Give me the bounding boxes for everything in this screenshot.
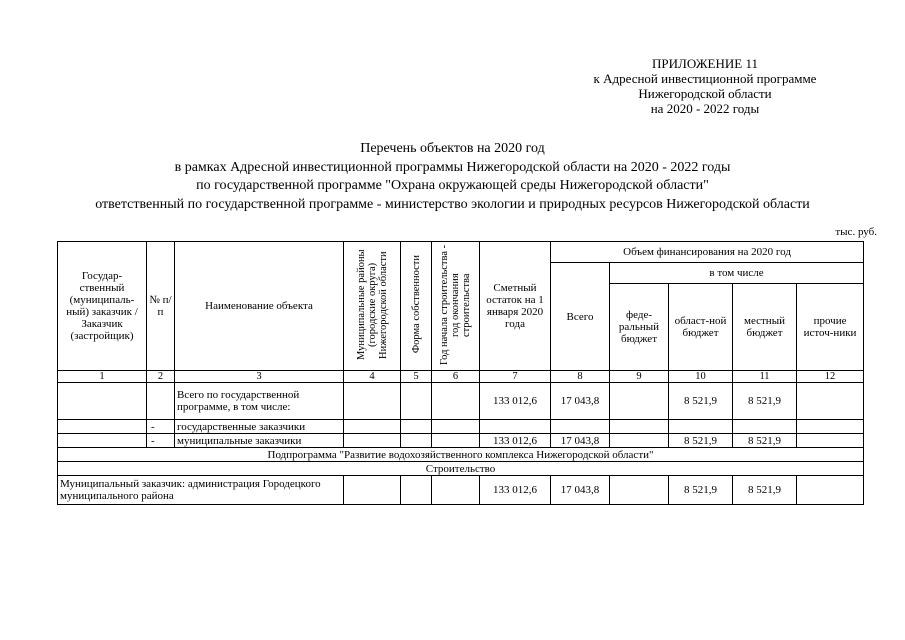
appendix-line1: ПРИЛОЖЕНИЕ 11	[652, 56, 758, 71]
cell-districts	[344, 476, 401, 505]
col-number: 2	[147, 371, 175, 383]
cell-estimate: 133 012,6	[480, 476, 551, 505]
appendix-line3: Нижегородской области	[638, 86, 772, 101]
cell-estimate: 133 012,6	[480, 434, 551, 448]
cell-total	[551, 420, 610, 434]
col-number: 9	[610, 371, 669, 383]
cell-other	[797, 420, 864, 434]
header-customer: Государ-ственный (муниципаль-ный) заказчик / Заказчик (застройщик)	[58, 242, 147, 371]
cell-object-name: муниципальные заказчики	[175, 434, 344, 448]
cell-estimate: 133 012,6	[480, 383, 551, 420]
table-row	[58, 434, 864, 448]
header-ownership	[401, 242, 432, 371]
cell-local: 8 521,9	[733, 383, 797, 420]
cell-federal	[610, 476, 669, 505]
cell-object-name: государственные заказчики	[175, 420, 344, 434]
header-regional: област-ной бюджет	[669, 284, 733, 371]
cell-districts	[344, 434, 401, 448]
table-row	[58, 420, 864, 434]
cell-federal	[610, 434, 669, 448]
col-number: 4	[344, 371, 401, 383]
subprogram-row	[58, 448, 864, 462]
cell-years	[432, 420, 480, 434]
cell-other	[797, 476, 864, 505]
cell-num	[147, 383, 175, 420]
cell-federal	[610, 420, 669, 434]
col-number: 10	[669, 371, 733, 383]
header-including: в том числе	[610, 263, 864, 284]
header-other: прочие источ-ники	[797, 284, 864, 371]
col-number: 5	[401, 371, 432, 383]
appendix-line4: на 2020 - 2022 годы	[650, 101, 760, 116]
cell-regional: 8 521,9	[669, 434, 733, 448]
cell-regional: 8 521,9	[669, 383, 733, 420]
cell-customer	[58, 383, 147, 420]
cell-object-name: Всего по государственной программе, в том числе:	[175, 383, 344, 420]
cell-local: 8 521,9	[733, 434, 797, 448]
cell-districts	[344, 383, 401, 420]
cell-total: 17 043,8	[551, 476, 610, 505]
cell-estimate	[480, 420, 551, 434]
cell-local: 8 521,9	[733, 476, 797, 505]
cell-years	[432, 476, 480, 505]
table-row	[58, 383, 864, 420]
header-row	[58, 242, 864, 263]
cell-ownership	[401, 383, 432, 420]
section-title: Строительство	[58, 462, 864, 476]
header-total: Всего	[551, 263, 610, 371]
title-line2: в рамках Адресной инвестиционной программы Нижегородской области на 2020 - 2022 годы	[174, 159, 731, 175]
cell-total: 17 043,8	[551, 434, 610, 448]
col-number: 1	[58, 371, 147, 383]
table-row	[58, 476, 864, 505]
header-districts-text: Муниципальные районы (городские округа) Нижегородской области	[355, 249, 389, 360]
col-number: 3	[175, 371, 344, 383]
cell-total: 17 043,8	[551, 383, 610, 420]
col-number: 7	[480, 371, 551, 383]
column-numbers-row	[58, 371, 864, 383]
header-financing: Объем финансирования на 2020 год	[551, 242, 864, 263]
header-federal: феде-ральный бюджет	[610, 284, 669, 371]
cell-num: -	[147, 420, 175, 434]
document-title	[0, 140, 905, 214]
title-line4: ответственный по государственной программе - министерство экологии и природных ресурсов Нижегородской области	[95, 196, 810, 212]
cell-ownership	[401, 420, 432, 434]
header-object-name: Наименование объекта	[175, 242, 344, 371]
header-ownership-text: Форма собственности	[410, 255, 422, 354]
cell-other	[797, 383, 864, 420]
header-estimate: Сметный остаток на 1 января 2020 года	[480, 242, 551, 371]
cell-federal	[610, 383, 669, 420]
cell-local	[733, 420, 797, 434]
cell-districts	[344, 420, 401, 434]
section-row	[58, 462, 864, 476]
appendix-header	[560, 56, 850, 116]
objects-table	[57, 241, 864, 505]
cell-customer	[58, 434, 147, 448]
appendix-line2: к Адресной инвестиционной программе	[593, 71, 817, 86]
col-number: 6	[432, 371, 480, 383]
cell-num: -	[147, 434, 175, 448]
title-line1: Перечень объектов на 2020 год	[360, 141, 545, 156]
cell-customer-name: Муниципальный заказчик: администрация Городецкого муниципального района	[58, 476, 344, 505]
cell-regional: 8 521,9	[669, 476, 733, 505]
cell-years	[432, 383, 480, 420]
cell-ownership	[401, 434, 432, 448]
header-local: местный бюджет	[733, 284, 797, 371]
header-num: № п/п	[147, 242, 175, 371]
header-districts	[344, 242, 401, 371]
cell-years	[432, 434, 480, 448]
cell-customer	[58, 420, 147, 434]
col-number: 11	[733, 371, 797, 383]
header-years	[432, 242, 480, 371]
cell-other	[797, 434, 864, 448]
header-years-text: Год начала строительства - год окончания строительства	[439, 244, 472, 365]
units-label: тыс. руб.	[835, 226, 877, 238]
title-line3: по государственной программе "Охрана окружающей среды Нижегородской области"	[196, 178, 709, 193]
cell-regional	[669, 420, 733, 434]
col-number: 8	[551, 371, 610, 383]
subprogram-title: Подпрограмма "Развитие водохозяйственного комплекса Нижегородской области"	[58, 448, 864, 462]
col-number: 12	[797, 371, 864, 383]
cell-ownership	[401, 476, 432, 505]
